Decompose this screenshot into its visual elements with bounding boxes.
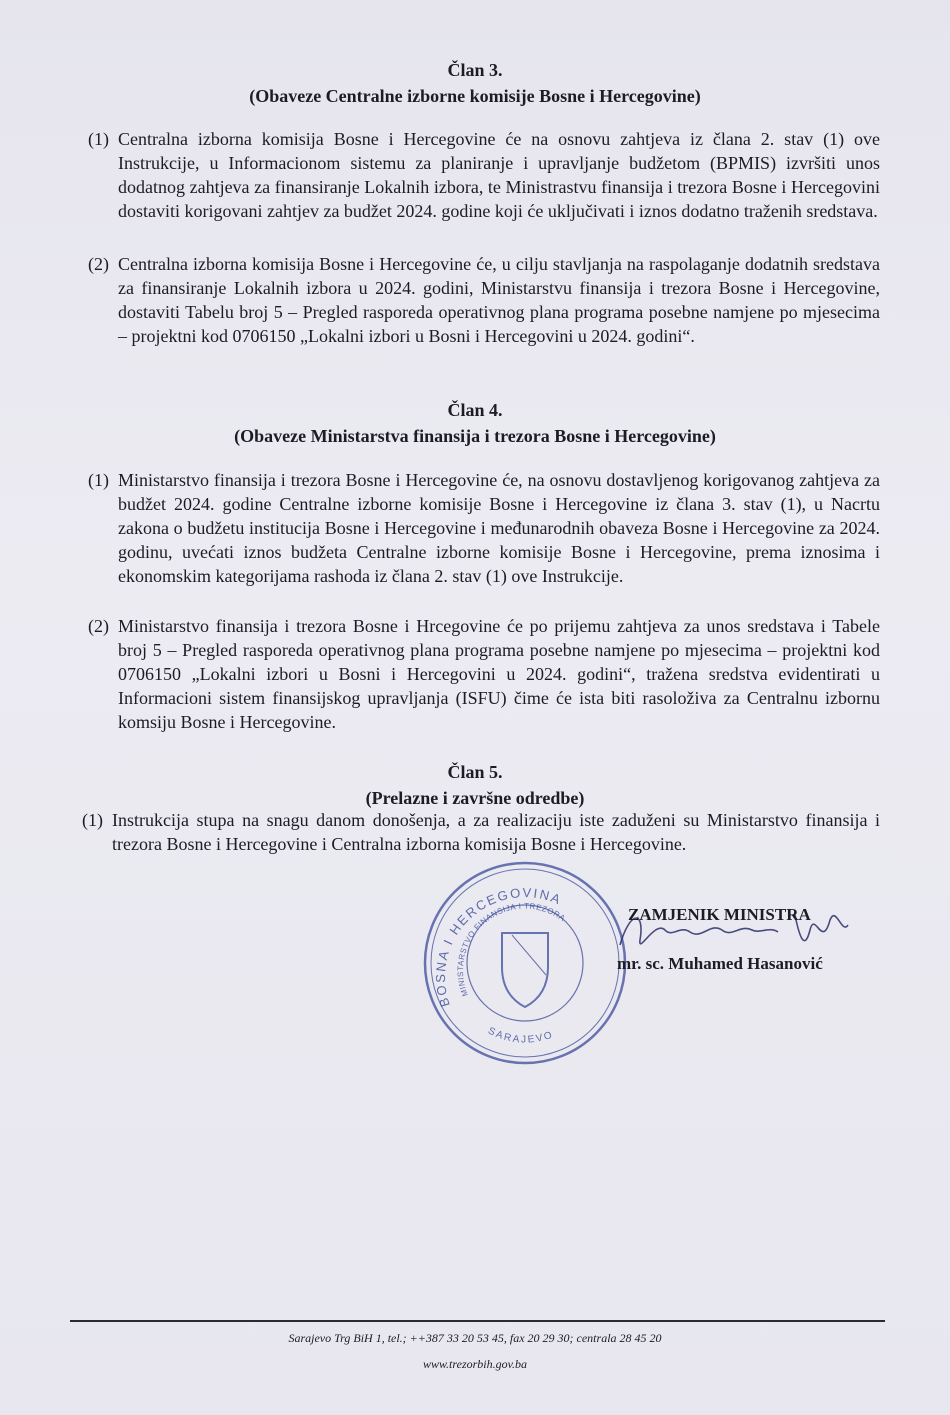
paragraph-text: Ministarstvo finansija i trezora Bosne i Hrcegovine će po prijemu zahtjeva za unos sredstava i Tabele broj 5 – Pregled rasporeda operativnog plana programa posebne namjene po mjesecima – projektni kod 0706150 „Lokalni izbori u Bosni i Hercegovini u 2024. godini“, tražena sredstva evidentirati u Informacioni sistem finansijskog upravljanja (ISFU) čime će ista biti rasoloživa za Centralnu izbornu komsiju Bosne i Hercegovine. bbox=[118, 616, 880, 732]
article-5-subtitle: (Prelazne i završne odredbe) bbox=[365, 788, 585, 808]
paragraph-number: (1) bbox=[88, 470, 109, 490]
paragraph-number: (1) bbox=[88, 129, 109, 149]
paragraph-number: (2) bbox=[88, 254, 109, 274]
article-5-paragraph-1 bbox=[82, 808, 880, 856]
footer-address: Sarajevo Trg BiH 1, tel.; ++387 33 20 53 45, fax 20 29 30; centrala 28 45 20 bbox=[288, 1331, 662, 1345]
article-4-subtitle: (Obaveze Ministarstva finansija i trezora Bosne i Hercegovine) bbox=[234, 426, 716, 446]
article-3-paragraph-1 bbox=[88, 127, 880, 223]
article-4-paragraph-1 bbox=[88, 468, 880, 588]
stamp-city-text: SARAJEVO bbox=[486, 1025, 556, 1046]
stamp-inner-text: MINISTARSTVO FINANSIJA I TREZORA bbox=[455, 901, 568, 998]
article-3-paragraph-2 bbox=[88, 252, 880, 348]
footer-divider bbox=[70, 1320, 885, 1322]
paragraph-number: (1) bbox=[82, 810, 103, 830]
official-stamp-icon bbox=[420, 855, 630, 1070]
paragraph-number: (2) bbox=[88, 616, 109, 636]
article-3-title: Član 3. bbox=[447, 60, 503, 80]
signature-name: mr. sc. Muhamed Hasanović bbox=[617, 954, 823, 973]
paragraph-text: Instrukcija stupa na snagu danom donošenja, a za realizaciju iste zaduženi su Ministarstvo finansija i trezora Bosne i Hercegovine i Centralna izborna komisija Bosne i Hercegovine. bbox=[112, 810, 880, 854]
stamp-outer-text: BOSNA I HERCEGOVINA bbox=[432, 885, 565, 1009]
svg-text:SARAJEVO bbox=[486, 1025, 555, 1045]
article-5-title: Član 5. bbox=[447, 762, 503, 782]
article-4-paragraph-2 bbox=[88, 614, 880, 734]
paragraph-text: Centralna izborna komisija Bosne i Hercegovine će na osnovu zahtjeva iz člana 2. stav (1) ove Instrukcije, u Informacionom sistemu za planiranje i upravljanje budžetom (BPMIS) izvršiti unos dodatnog zahtjeva za finansiranje Lokalnih izbora, te Ministrastvu finansija i trezora Bosne i Hercegovini dostaviti korigovani zahtjev za budžet 2024. godine koji će uključivati i iznos dodatno traženih sredstava. bbox=[118, 129, 880, 221]
paragraph-text: Centralna izborna komisija Bosne i Hercegovine će, u cilju stavljanja na raspolaganje dodatnih sredstava za finansiranje Lokalnih izbora u 2024. godini, Ministarstvu finansija i trezora Bosne i Hercegovine, dostaviti Tabelu broj 5 – Pregled rasporeda operativnog plana programa posebne namjene po mjesecima – projektni kod 0706150 „Lokalni izbori u Bosni i Hercegovini u 2024. godini“. bbox=[118, 254, 880, 346]
paragraph-text: Ministarstvo finansija i trezora Bosne i Hercegovine će, na osnovu dostavljenog korigovanog zahtjeva za budžet 2024. godine Centralne izborne komisije Bosne i Hercegovine iz člana 3. stav (1), u Nacrtu zakona o budžetu institucija Bosne i Hercegovine i međunarodnih obaveza Bosne i Hercegovine za 2024. godinu, uvećati iznos budžeta Centralne izborne komisije Bosne i Hercegovine, prema iznosima i ekonomskim kategorijama rashoda iz člana 2. stav (1) ove Instrukcije. bbox=[118, 470, 880, 586]
footer-website: www.trezorbih.gov.ba bbox=[422, 1357, 528, 1371]
article-4-title: Član 4. bbox=[447, 400, 503, 420]
signature-role: ZAMJENIK MINISTRA bbox=[628, 905, 811, 924]
article-3-subtitle: (Obaveze Centralne izborne komisije Bosne i Hercegovine) bbox=[249, 86, 701, 106]
